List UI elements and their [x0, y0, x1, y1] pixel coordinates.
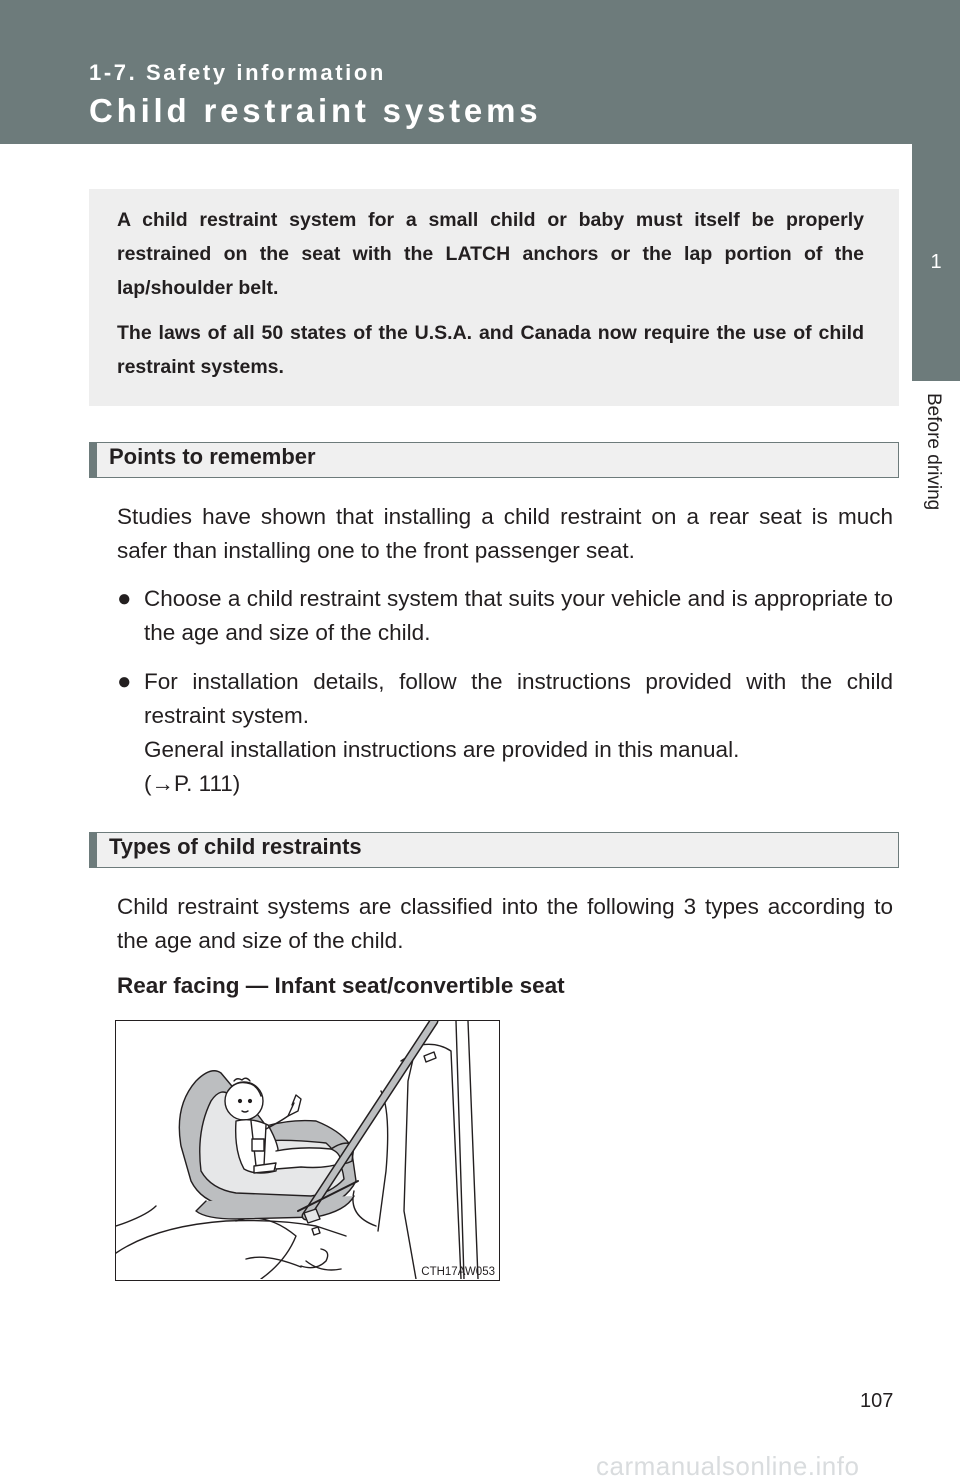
intro-box — [89, 189, 899, 406]
types-heading: Types of child restraints — [109, 834, 362, 859]
types-text: Child restraint systems are classified into the following 3 types according to the age and size of the child. — [117, 894, 893, 953]
points-heading: Points to remember — [109, 444, 316, 469]
points-heading-bar — [89, 442, 899, 478]
bullet-dot-icon: ● — [117, 668, 132, 695]
page-title: Child restraint systems — [89, 92, 542, 129]
figure-code: CTH17AW053 — [421, 1266, 495, 1278]
chapter-tab-label — [912, 383, 960, 543]
bullet-text: Choose a child restraint system that suits your vehicle and is appropriate to the age and size of the child. — [144, 586, 893, 645]
page-reference[interactable]: (→P. 111) — [144, 771, 241, 796]
types-heading-bar — [89, 832, 899, 868]
chapter-tab-number: 1 — [930, 251, 942, 273]
intro-paragraph-2: The laws of all 50 states of the U.S.A. and Canada now require the use of child restraint systems. — [117, 322, 864, 378]
points-text: Studies have shown that installing a child restraint on a rear seat is much safer than installing one to the front passenger seat. — [117, 504, 893, 563]
bullet-item — [117, 665, 893, 801]
rear-facing-subheading: Rear facing — Infant seat/convertible seat — [117, 973, 565, 998]
bullet-item — [117, 582, 893, 650]
bullet-text: For installation details, follow the instructions provided with the child restraint system. — [144, 669, 893, 728]
infant-seat-drawing — [116, 1021, 498, 1279]
general-note: General installation instructions are provided in this manual. — [144, 737, 740, 762]
child-seat-illustration — [115, 1020, 500, 1281]
bullet-dot-icon: ● — [117, 585, 132, 612]
section-label: 1-7. Safety information — [89, 60, 386, 85]
chapter-tab-text: Before driving — [923, 393, 944, 511]
watermark: carmanualsonline.info — [596, 1451, 860, 1481]
page-number: 107 — [860, 1390, 894, 1412]
intro-paragraph-1: A child restraint system for a small child or baby must itself be properly restrained on the seat with the LATCH anchors or the lap portion of the lap/shoulder belt. — [117, 209, 864, 299]
chapter-tab[interactable] — [912, 144, 960, 381]
